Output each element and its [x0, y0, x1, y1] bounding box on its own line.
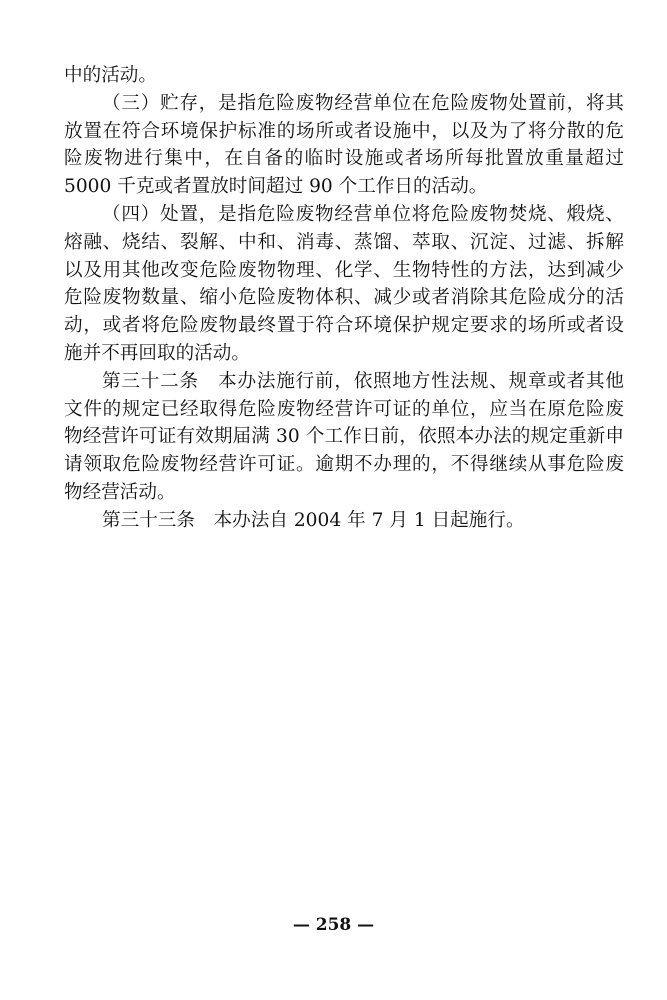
text-line: 以及用其他改变危险废物物理、化学、生物特性的方法，达到减少	[64, 259, 624, 281]
text-line: 动，或者将危险废物最终置于符合环境保护规定要求的场所或者设	[64, 315, 624, 337]
text-line: 熔融、烧结、裂解、中和、消毒、蒸馏、萃取、沉淀、过滤、拆解	[64, 231, 624, 253]
text-line: 物经营许可证有效期届满 30 个工作日前，依照本办法的规定重新申	[64, 426, 624, 448]
text-line: 施并不再回取的活动。	[64, 342, 250, 364]
page-number: — 258 —	[292, 915, 375, 935]
text-line: 危险废物数量、缩小危险废物体积、减少或者消除其危险成分的活	[64, 287, 624, 309]
body-text	[64, 62, 624, 535]
text-line: （四）处置，是指危险废物经营单位将危险废物焚烧、煅烧、	[102, 203, 624, 225]
text-line: 文件的规定已经取得危险废物经营许可证的单位，应当在原危险废	[64, 398, 624, 420]
text-line: 第三十三条 本办法自 2004 年 7 月 1 日起施行。	[102, 509, 525, 531]
text-line: 物经营活动。	[64, 481, 176, 503]
text-line: 险废物进行集中，在自备的临时设施或者场所每批置放重量超过	[64, 148, 624, 170]
text-line: 中的活动。	[64, 65, 157, 86]
text-line: 第三十二条 本办法施行前，依照地方性法规、规章或者其他	[102, 370, 624, 392]
text-line: 5000 千克或者置放时间超过 90 个工作日的活动。	[64, 176, 488, 198]
text-line: （三）贮存，是指危险废物经营单位在危险废物处置前，将其	[102, 92, 624, 114]
text-line: 请领取危险废物经营许可证。逾期不办理的，不得继续从事危险废	[64, 454, 624, 476]
text-line: 放置在符合环境保护标准的场所或者设施中，以及为了将分散的危	[64, 120, 624, 142]
